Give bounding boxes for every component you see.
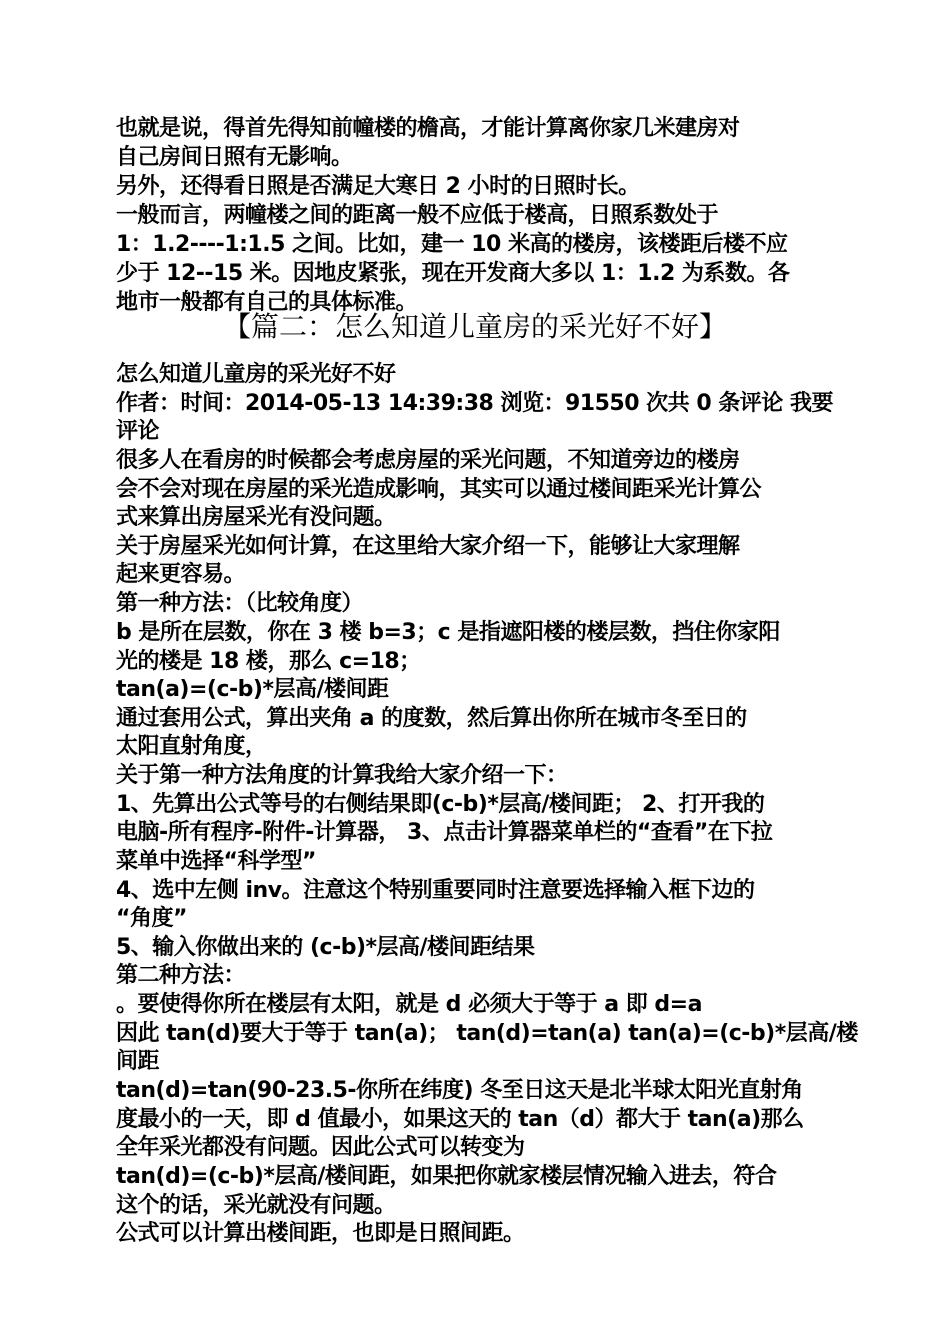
body-text-line: 第二种方法： (116, 963, 246, 988)
body-text-line: 很多人在看房的时候都会考虑房屋的采光问题，不知道旁边的楼房 (116, 448, 740, 473)
body-text-line: tan(a)=(c-b)*层高/楼间距 (116, 677, 389, 702)
body-text-line: tan(d)=tan(90-23.5-你所在纬度) 冬至日这天是北半球太阳光直射角 (116, 1078, 803, 1103)
body-text-line: 光的楼是 18 楼，那么 c=18； (116, 649, 421, 674)
section-heading: 【篇二：怎么知道儿童房的采光好不好】 (222, 310, 727, 343)
intro-text-line: 地市一般都有自己的具体标准。 (116, 290, 418, 315)
body-text-line: 公式可以计算出楼间距，也即是日照间距。 (116, 1221, 525, 1246)
intro-text-line: 1：1.2----1:1.5 之间。比如，建一 10 米高的楼房，该楼距后楼不应 (116, 232, 788, 257)
body-text-line: 会不会对现在房屋的采光造成影响，其实可以通过楼间距采光计算公 (116, 477, 762, 502)
body-text-line: 全年采光都没有问题。因此公式可以转变为 (116, 1135, 525, 1160)
body-text-line: 菜单中选择“科学型” (116, 849, 316, 874)
body-text-line: 5、输入你做出来的 (c-b)*层高/楼间距结果 (116, 935, 535, 960)
body-text-line: 1、先算出公式等号的右侧结果即(c-b)*层高/楼间距； 2、打开我的 (116, 792, 765, 817)
body-text-line: 通过套用公式，算出夹角 a 的度数，然后算出你所在城市冬至日的 (116, 706, 747, 731)
body-text-line: 起来更容易。 (116, 562, 246, 587)
body-text-line: 关于第一种方法角度的计算我给大家介绍一下： (116, 763, 568, 788)
body-text-line: 评论 (116, 419, 160, 444)
body-text-line: 作者：时间：2014-05-13 14:39:38 浏览：91550 次共 0 条评论 我要 (116, 391, 833, 416)
intro-text-line: 自己房间日照有无影响。 (116, 145, 353, 170)
intro-text-line: 少于 12--15 米。因地皮紧张，现在开发商大多以 1：1.2 为系数。各 (116, 261, 790, 286)
intro-text-line: 另外，还得看日照是否满足大寒日 2 小时的日照时长。 (116, 174, 640, 199)
body-text-line: 太阳直射角度， (116, 734, 267, 759)
body-text-line: tan(d)=(c-b)*层高/楼间距，如果把你就家楼层情况输入进去，符合 (116, 1164, 777, 1189)
body-text-line: 这个的话，采光就没有问题。 (116, 1193, 396, 1218)
body-text-line: 因此 tan(d)要大于等于 tan(a)； tan(d)=tan(a) tan(a)=(c-b)*层高/楼 (116, 1021, 858, 1046)
body-text-line: 电脑-所有程序-附件-计算器， 3、点击计算器菜单栏的“查看”在下拉 (116, 820, 773, 845)
body-text-line: 度最小的一天，即 d 值最小，如果这天的 tan（d）都大于 tan(a)那么 (116, 1107, 804, 1132)
body-text-line: 4、选中左侧 inv。注意这个特别重要同时注意要选择输入框下边的 (116, 878, 755, 903)
body-text-line: 间距 (116, 1049, 160, 1074)
body-text-line: 关于房屋采光如何计算，在这里给大家介绍一下，能够让大家理解 (116, 534, 740, 559)
body-text-line: 。要使得你所在楼层有太阳，就是 d 必须大于等于 a 即 d=a (116, 992, 702, 1017)
body-text-line: 怎么知道儿童房的采光好不好 (116, 362, 396, 387)
body-text-line: “角度” (116, 906, 187, 931)
intro-text-line: 也就是说，得首先得知前幢楼的檐高，才能计算离你家几米建房对 (116, 116, 740, 141)
body-text-line: 式来算出房屋采光有没问题。 (116, 505, 396, 530)
intro-text-line: 一般而言，两幢楼之间的距离一般不应低于楼高，日照系数处于 (116, 203, 719, 228)
body-text-line: b 是所在层数，你在 3 楼 b=3；c 是指遮阳楼的楼层数，挡住你家阳 (116, 620, 780, 645)
body-text-line: 第一种方法：（比较角度） (116, 591, 364, 616)
